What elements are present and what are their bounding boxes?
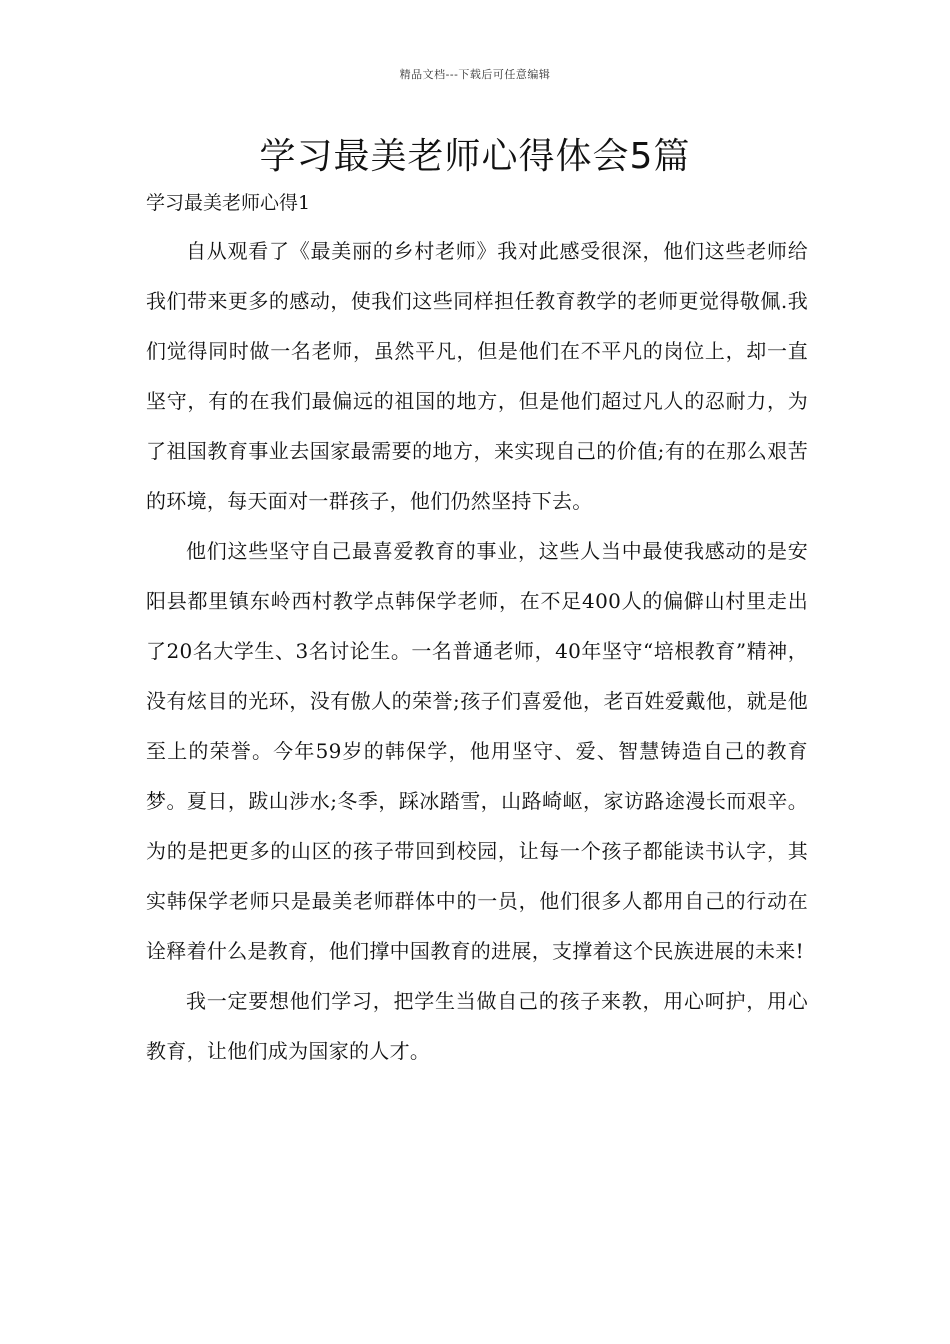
document-body xyxy=(146,226,808,1076)
paragraph-2: 他们这些坚守自己最喜爱教育的事业，这些人当中最使我感动的是安阳县都里镇东岭西村教学点韩保学老师，在不足400人的偏僻山村里走出了20名大学生、3名讨论生。一名普通老师，40年坚守“培根教育”精神，没有炫目的光环，没有傲人的荣誉;孩子们喜爱他，老百姓爱戴他，就是他至上的荣誉。今年59岁的韩保学，他用坚守、爱、智慧铸造自己的教育梦。夏日，跋山涉水;冬季，踩冰踏雪，山路崎岖，家访路途漫长而艰辛。为的是把更多的山区的孩子带回到校园，让每一个孩子都能读书认字，其实韩保学老师只是最美老师群体中的一员，他们很多人都用自己的行动在诠释着什么是教育，他们撑中国教育的进展，支撑着这个民族进展的未来! xyxy=(146,539,808,963)
document-title: 学习最美老师心得体会5篇 xyxy=(259,136,691,177)
paragraph-3: 我一定要想他们学习，把学生当做自己的孩子来教，用心呵护，用心教育，让他们成为国家的人才。 xyxy=(146,989,808,1063)
section-title: 学习最美老师心得1 xyxy=(146,192,311,214)
header-note: 精品文档---下载后可任意编辑 xyxy=(399,68,551,81)
paragraph-1: 自从观看了《最美丽的乡村老师》我对此感受很深，他们这些老师给我们带来更多的感动，使我们这些同样担任教育教学的老师更觉得敬佩.我们觉得同时做一名老师，虽然平凡，但是他们在不平凡的岗位上，却一直坚守，有的在我们最偏远的祖国的地方，但是他们超过凡人的忍耐力，为了祖国教育事业去国家最需要的地方，来实现自己的价值;有的在那么艰苦的环境，每天面对一群孩子，他们仍然坚持下去。 xyxy=(146,239,808,513)
